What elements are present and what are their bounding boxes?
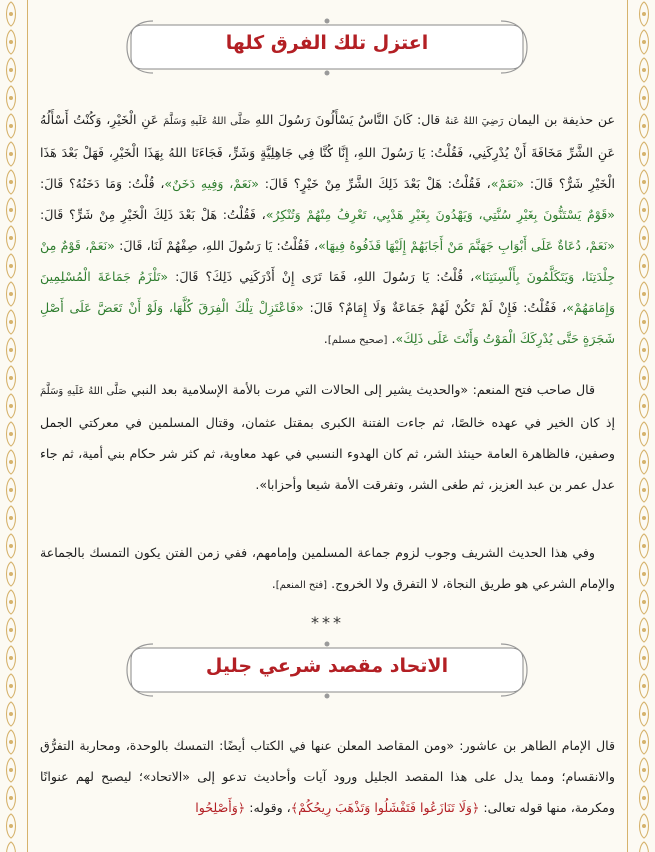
hadith-text: . (323, 331, 328, 346)
section-title: اعتزل تلك الفرق كلها (225, 32, 429, 54)
quran-verse: ﴿وَلَا تَنَازَعُوا فَتَفْشَلُوا وَتَذْهَبَ رِيحُكُمْ﴾ (290, 800, 480, 815)
prophet-quote: «فَاعْتَزِلْ تِلْكَ الْفِرَقَ كُلَّهَا، وَلَوْ أَنْ تَعَضَّ عَلَى أَصْلِ شَجَرَةٍ حَتَّى يُدْرِكَكَ الْمَوْتُ وَأَنْتَ عَلَى ذَلِكَ» (40, 300, 615, 346)
honorific-text: صَلَّى اللهُ عَلَيهِ وَسَلَّمَ (163, 116, 251, 127)
prophet-quote: «نَعَمْ، وَفِيهِ دَخَنٌ» (164, 176, 259, 191)
prophet-quote: «نَعَمْ، دُعَاةٌ عَلَى أَبْوَابِ جَهَنَّمَ مَنْ أَجَابَهُمْ إِلَيْهَا قَذَفُوهُ فِيهَا» (317, 238, 615, 253)
right-ornamental-border (633, 0, 655, 852)
source-citation: [صحيح مسلم] (327, 335, 388, 346)
honorific-text: رَضِيَ اللهُ عَنهُ (444, 116, 504, 127)
hadith-text: قال: كَانَ النَّاسُ يَسْأَلُونَ رَسُولَ اللهِ (250, 112, 445, 127)
paragraph-text: قال الإمام الطاهر بن عاشور: «ومن المقاصد المعلن عنها في الكتاب أيضًا: التمسك بالوحدة، ومحاربة التفرُّق والانقسام؛ ومما يدل على هذا المقصد الجليل ورود آيات وأحاديث تدعو إلى «الاتحاد»؛ ليصبح لهم عنوانًا ومكرمة، منها قوله تعالى: (40, 738, 615, 815)
commentary-text: قال صاحب فتح المنعم: «والحديث يشير إلى الحالات التي مرت بالأمة الإسلامية بعد النبي (126, 382, 595, 397)
hadith-text: ، فَقُلْتُ: هَلْ بَعْدَ ذَلِكَ الشَّرِّ مِنْ خَيْرٍ؟ قَالَ: (259, 176, 491, 191)
frame-line-right (627, 0, 628, 852)
honorific-text: صَلَّى اللهُ عَلَيهِ وَسَلَّمَ (40, 386, 127, 397)
paragraph-text: ، وقوله: (245, 800, 291, 815)
hadith-paragraph (40, 104, 615, 356)
prophet-quote: «نَعَمْ، قَوْمٌ مِنْ جِلْدَتِنَا، وَيَتَكَلَّمُونَ بِأَلْسِنَتِنَا» (40, 238, 616, 284)
quran-verse: ﴿وَأَصْلِحُوا (195, 800, 246, 815)
ornament-pattern (633, 0, 655, 852)
prophet-quote: «تَلْزَمُ جَمَاعَةَ الْمُسْلِمِينَ وَإِمَامَهُمْ» (40, 269, 615, 315)
conclusion-text: وفي هذا الحديث الشريف وجوب لزوم جماعة المسلمين وإمامهم، ففي زمن الفتن يكون التمسك بالجماعة والإمام الشرعي هو طريق النجاة، لا التفرق ولا الخروج. (40, 545, 615, 591)
hadith-text: عن حذيفة بن اليمان (503, 112, 616, 127)
hadith-text: . (387, 331, 396, 346)
hadith-text: عَنِ الْخَيْرِ، وَكُنْتُ أَسْأَلُهُ عَنِ الشَّرِّ مَخَافَةَ أَنْ يُدْرِكَنِي، فَقُلْتُ: يَا رَسُولَ اللهِ، إِنَّا كُنَّا فِي جَاهِلِيَّةٍ وَشَرٍّ، فَجَاءَنَا اللهُ بِهَذَا الْخَيْرِ، فَهَلْ بَعْدَ هَذَا الْخَيْرِ شَرٌّ؟ قَالَ: (40, 112, 616, 191)
left-ornamental-border (0, 0, 22, 852)
prophet-quote: «قَوْمٌ يَسْتَنُّونَ بِغَيْرِ سُنَّتِي، وَيَهْدُونَ بِغَيْرِ هَدْيِي، تَعْرِفُ مِنْهُمْ وَتُنْكِرُ» (265, 207, 615, 222)
commentary-paragraph (40, 374, 615, 500)
source-citation: [فتح المنعم] (275, 580, 328, 591)
prophet-quote: «نَعَمْ» (490, 176, 525, 191)
frame-line-left (27, 0, 28, 852)
commentary-text: إذ كان الخير في عهده خالصًا، ثم جاءت الفتنة الكبرى بمقتل عثمان، وقتال المسلمين في معركتي الجمل وصفين، فالظاهرة العامة حينئذ الشر، ثم كان الهدوء النسبي في عهد معاوية، ثم كثر شر حكام بني أمية، ثم جاء عدل عمر بن عبد العزيز، ثم طغى الشر، وتفرقت الأمة شيعا وأحزابا». (40, 415, 615, 492)
section-separator: *** (311, 613, 344, 632)
conclusion-paragraph (40, 537, 615, 601)
hadith-text: ، قُلْتُ: يَا رَسُولَ اللهِ، فَمَا تَرَى إِنْ أَدْرَكَنِي ذَلِكَ؟ قَالَ: (168, 269, 475, 284)
section-title-box (123, 17, 531, 77)
hadith-text: ، فَقُلْتُ: فَإِنْ لَمْ تَكُنْ لَهُمْ جَمَاعَةٌ وَلَا إِمَامٌ؟ قَالَ: (303, 300, 567, 315)
hadith-text: ، فَقُلْتُ: هَلْ بَعْدَ ذَلِكَ الْخَيْرِ مِنْ شَرٍّ؟ قَالَ: (40, 207, 266, 222)
hadith-text: ، قُلْتُ: وَمَا دَخَنُهُ؟ قَالَ: (40, 176, 165, 191)
ornament-pattern (0, 0, 22, 852)
section-title: الاتحاد مقصد شرعي جليل (205, 655, 449, 677)
conclusion-text: . (271, 576, 276, 591)
hadith-text: ، فَقُلْتُ: يَا رَسُولَ اللهِ، صِفْهُمْ لَنَا، قَالَ: (114, 238, 318, 253)
ibn-ashur-paragraph (40, 730, 615, 823)
section-title-box (123, 640, 531, 700)
